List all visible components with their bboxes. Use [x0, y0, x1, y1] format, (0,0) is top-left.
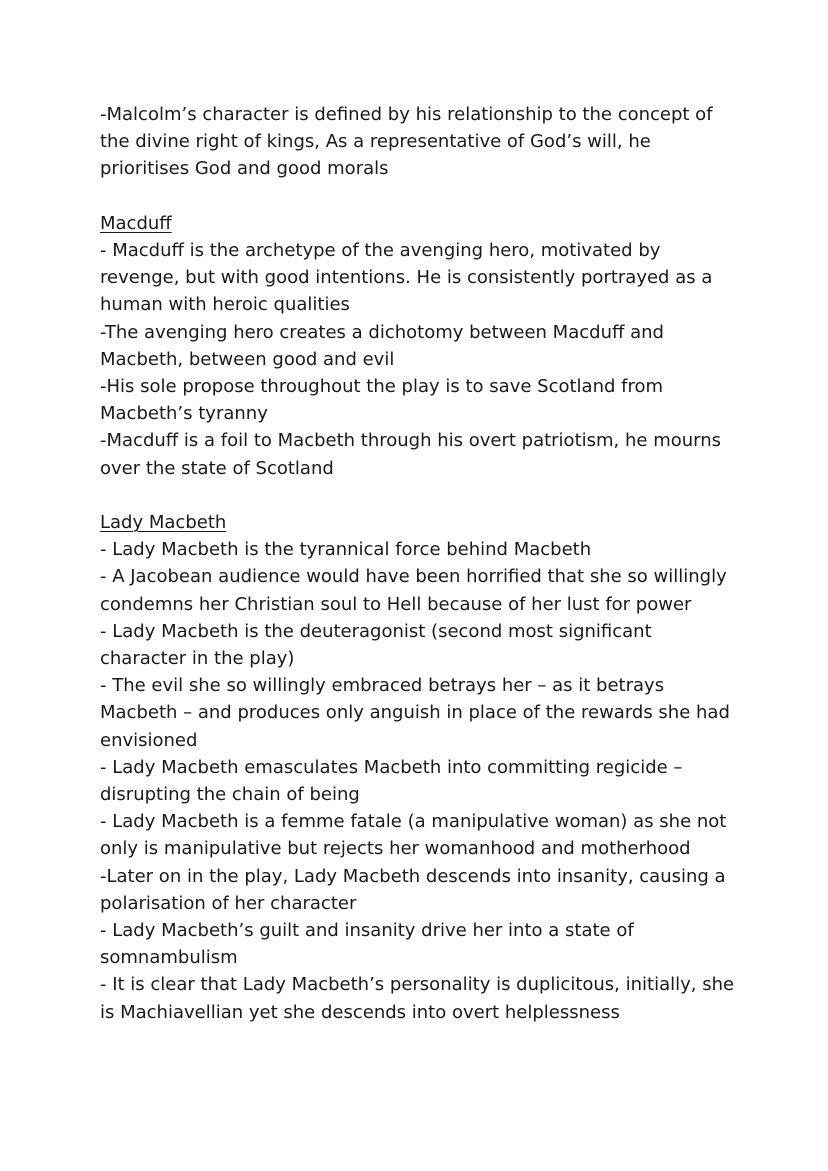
macduff-heading: Macduff	[100, 212, 172, 234]
lady-macbeth-point: - Lady Macbeth is the deuteragonist (second most significant character in the play)	[100, 620, 652, 670]
lady-macbeth-point: - Lady Macbeth emasculates Macbeth into committing regicide – disrupting the chain of being	[100, 756, 683, 806]
lady-macbeth-section	[100, 509, 740, 1026]
macduff-point: -Macduff is a foil to Macbeth through his overt patriotism, he mourns over the state of Scotland	[100, 430, 722, 479]
lady-macbeth-point: - It is clear that Lady Macbeth’s personality is duplicitous, initially, she is Machiavellian yet she descends into overt helplessness	[100, 974, 735, 1023]
section-gap	[100, 183, 740, 210]
lady-macbeth-point: -Later on in the play, Lady Macbeth descends into insanity, causing a polarisation of her character	[100, 865, 726, 914]
lady-macbeth-point: - Lady Macbeth is a femme fatale (a manipulative woman) as she not only is manipulative but rejects her womanhood and motherhood	[100, 811, 727, 860]
section-gap	[100, 482, 740, 509]
macduff-point: -His sole propose throughout the play is to save Scotland from Macbeth’s tyranny	[100, 376, 664, 425]
lady-macbeth-point: - Lady Macbeth is the tyrannical force behind Macbeth	[100, 539, 592, 561]
macduff-section	[100, 210, 740, 482]
malcolm-point: -Malcolm’s character is defined by his relationship to the concept of the divine right of kings, As a representative of God’s will, he prioritises God and good morals	[100, 104, 713, 180]
lady-macbeth-point: - A Jacobean audience would have been horrified that she so willingly condemns her Christian soul to Hell because of her lust for power	[100, 566, 727, 615]
lady-macbeth-point: - Lady Macbeth’s guilt and insanity drive her into a state of somnambulism	[100, 920, 634, 969]
macduff-point: - Macduff is the archetype of the avenging hero, motivated by revenge, but with good intentions. He is consistently portrayed as a human with heroic qualities	[100, 240, 713, 316]
lady-macbeth-point: - The evil she so willingly embraced betrays her – as it betrays Macbeth – and produces only anguish in place of the rewards she had envisioned	[100, 675, 730, 751]
lady-macbeth-heading: Lady Macbeth	[100, 512, 227, 534]
document-page	[100, 101, 740, 1026]
macduff-point: -The avenging hero creates a dichotomy between Macduff and Macbeth, between good and evil	[100, 321, 664, 370]
